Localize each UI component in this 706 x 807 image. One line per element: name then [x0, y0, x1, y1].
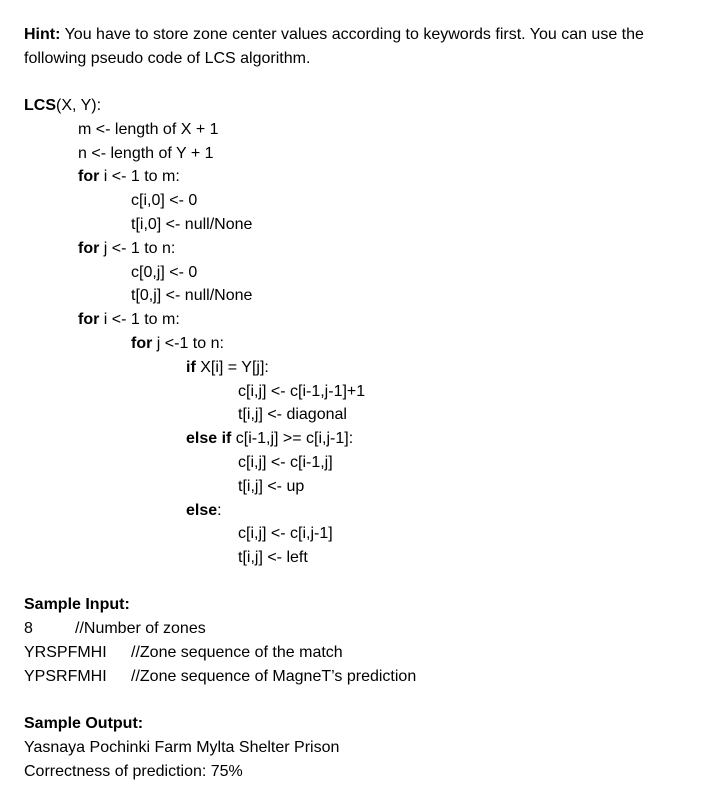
keyword: for	[78, 311, 100, 329]
code-text: X[i] = Y[j]:	[195, 358, 269, 376]
code-line: n <- length of Y + 1	[78, 144, 214, 162]
code-line: m <- length of X + 1	[78, 120, 219, 138]
keyword: for	[78, 239, 100, 257]
function-signature: (X, Y):	[56, 97, 102, 114]
code-text: i <- 1 to m:	[99, 311, 180, 329]
function-name: LCS	[24, 97, 56, 114]
sample-input-line	[24, 665, 704, 689]
keyword: for	[131, 334, 153, 352]
hint-text: You have to store zone center values according to keywords first. You can use the following pseudo code of LCS algorithm.	[24, 26, 644, 67]
sample-output-line: Correctness of prediction: 75%	[24, 762, 243, 780]
match-sequence: YRSPFMHI	[24, 643, 107, 661]
code-line	[24, 308, 704, 332]
keyword: else if	[186, 430, 232, 448]
sample-output-title: Sample Output:	[24, 714, 144, 732]
sample-input-line	[24, 641, 704, 665]
prediction-sequence: YPSRFMHI	[24, 667, 107, 685]
hint-paragraph	[24, 23, 704, 71]
document	[24, 23, 704, 784]
code-line	[24, 94, 704, 118]
code-text: i <- 1 to m:	[99, 168, 180, 186]
zone-count: 8	[24, 619, 33, 637]
code-line: t[i,j] <- diagonal	[238, 406, 347, 424]
sample-input-title: Sample Input:	[24, 595, 130, 613]
comment: //Number of zones	[75, 619, 206, 637]
code-line: t[i,j] <- up	[238, 477, 305, 495]
code-line: c[i,j] <- c[i,j-1]	[238, 525, 333, 543]
code-line: t[0,j] <- null/None	[131, 287, 253, 305]
code-text: j <- 1 to n:	[99, 239, 176, 257]
code-line	[24, 499, 704, 523]
code-line: t[i,0] <- null/None	[131, 215, 253, 233]
keyword: else	[186, 501, 218, 519]
code-line: t[i,j] <- left	[238, 549, 308, 567]
code-line	[24, 165, 704, 189]
comment: //Zone sequence of MagneT’s prediction	[131, 667, 417, 685]
code-line: c[i,0] <- 0	[131, 192, 198, 210]
hint-label: Hint:	[24, 26, 61, 43]
code-text: c[i-1,j] >= c[i,j-1]:	[231, 430, 354, 448]
keyword: if	[186, 358, 196, 376]
code-text: j <-1 to n:	[152, 334, 224, 352]
code-line	[24, 332, 704, 356]
code-line: c[0,j] <- 0	[131, 263, 198, 281]
lcs-pseudocode	[24, 94, 704, 570]
code-line	[24, 356, 704, 380]
code-line	[24, 427, 704, 451]
comment: //Zone sequence of the match	[131, 643, 343, 661]
sample-input-line	[24, 617, 704, 641]
code-text: :	[217, 501, 222, 519]
keyword: for	[78, 168, 100, 186]
sample-input-section	[24, 593, 704, 689]
code-line	[24, 237, 704, 261]
sample-output-line: Yasnaya Pochinki Farm Mylta Shelter Prison	[24, 738, 340, 756]
code-line: c[i,j] <- c[i-1,j-1]+1	[238, 382, 366, 400]
sample-output-section	[24, 712, 704, 784]
code-line: c[i,j] <- c[i-1,j]	[238, 453, 333, 471]
